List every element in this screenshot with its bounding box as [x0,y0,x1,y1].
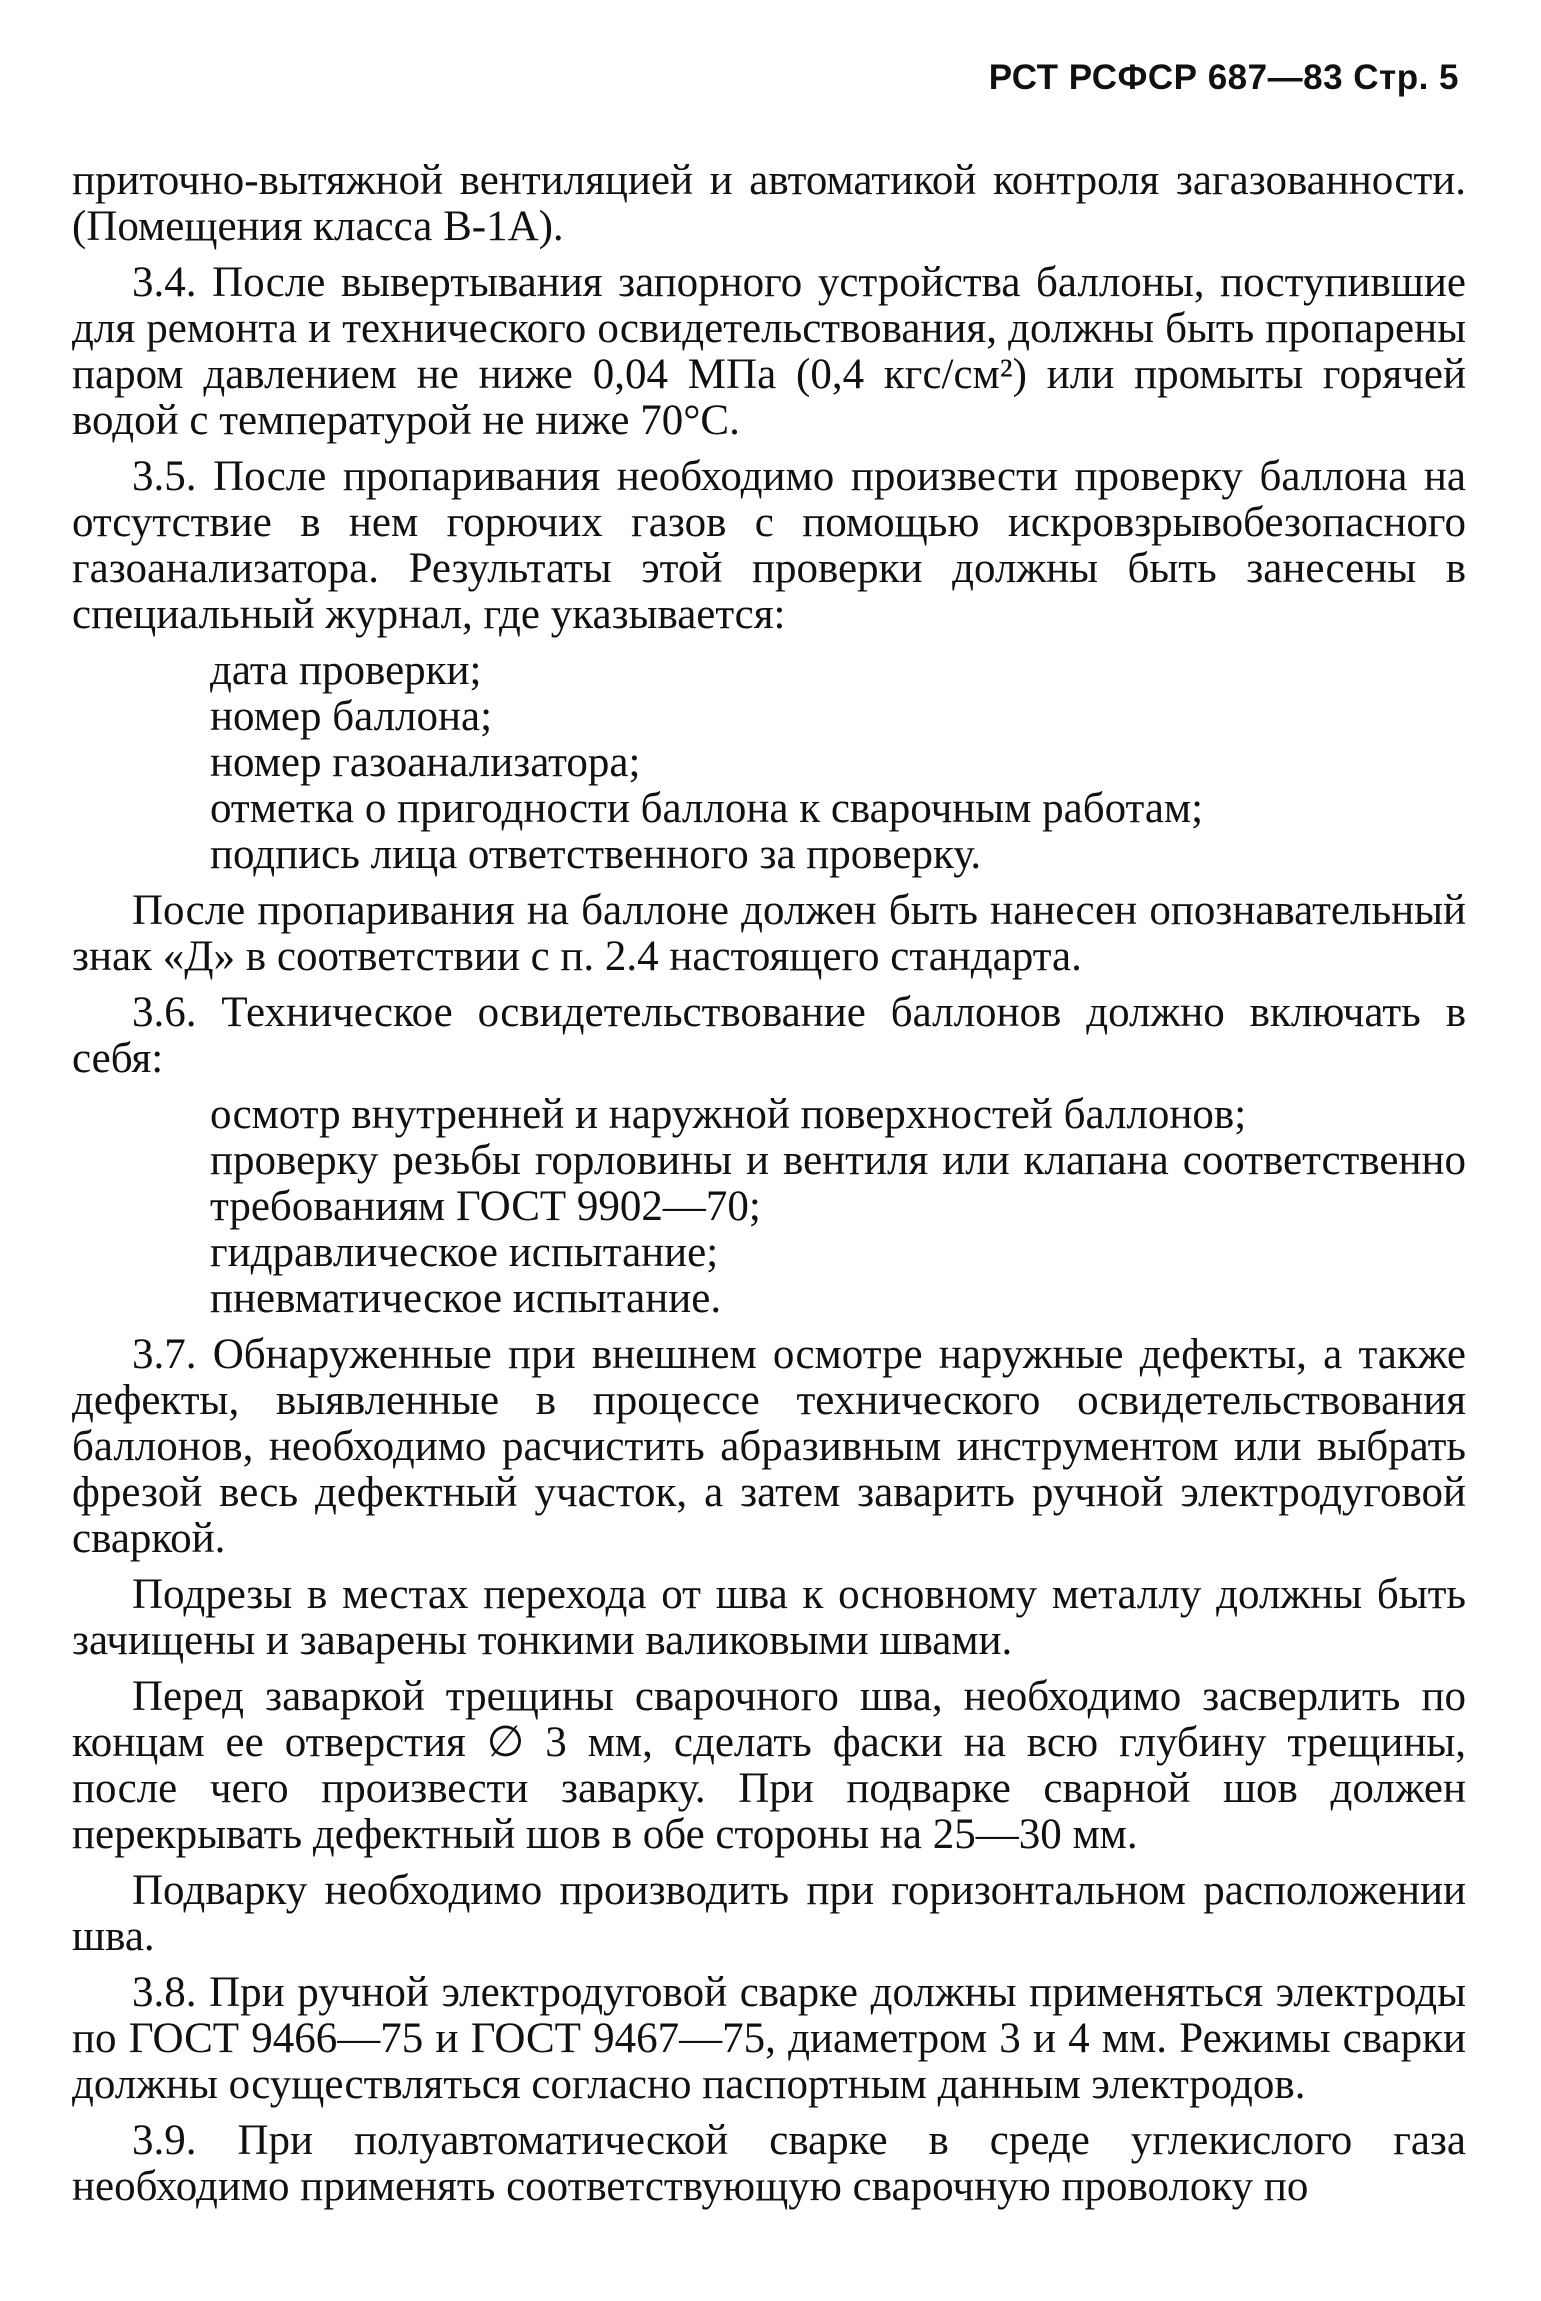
body-text [72,158,1466,2220]
journal-list [72,648,1466,878]
paragraph-3-7: 3.7. Обнаруженные при внешнем осмотре наружные дефекты, а также дефекты, выявленные в процессе технического освидетельствования баллонов, необходимо расчистить абразивным инструментом или выбрать фрезой весь дефектный участок, а затем заварить ручной электродуговой сваркой. [72,1331,1466,1562]
list-item: номер баллона; [210,693,493,740]
list-item: пневматическое испытание. [210,1275,722,1322]
list-item: проверку резьбы горловины и вентиля или клапана соответственно требованиям ГОСТ 9902—70; [210,1137,1466,1230]
paragraph-3-4: 3.4. После вывертывания запорного устройства баллоны, поступившие для ремонта и технического освидетельствования, должны быть пропарены паром давлением не ниже 0,04 МПа (0,4 кгс/см²) или промыты горячей водой с температурой не ниже 70°С. [72,259,1466,444]
paragraph-3-9: 3.9. При полуавтоматической сварке в среде углекислого газа необходимо применять соответствующую сварочную проволоку по [72,2117,1466,2210]
paragraph-crack-welding: Перед заваркой трещины сварочного шва, необходимо засверлить по концам ее отверстия ∅ 3 мм, сделать фаски на всю глубину трещины, после чего произвести заварку. При подварке сварной шов должен перекрывать дефектный шов в обе стороны на 25—30 мм. [72,1673,1466,1858]
list-item: подпись лица ответственного за проверку. [210,831,982,878]
list-item: номер газоанализатора; [210,739,641,786]
paragraph-horizontal-position: Подварку необходимо производить при горизонтальном расположении шва. [72,1867,1466,1960]
document-id: РСТ РСФСР 687—83 [988,58,1344,97]
paragraph-3-5: 3.5. После пропаривания необходимо произвести проверку баллона на отсутствие в нем горючих газов с помощью искровзрывобезопасного газоанализатора. Результаты этой проверки должны быть занесены в специальный журнал, где указывается: [72,453,1466,638]
list-item: осмотр внутренней и наружной поверхностей баллонов; [210,1091,1247,1138]
page-number: Стр. 5 [1353,58,1459,97]
paragraph-marking: После пропаривания на баллоне должен быть нанесен опознавательный знак «Д» в соответствии с п. 2.4 настоящего стандарта. [72,887,1466,980]
paragraph-3-8: 3.8. При ручной электродуговой сварке должны применяться электроды по ГОСТ 9466—75 и ГОСТ 9467—75, диаметром 3 и 4 мм. Режимы сварки должны осуществляться согласно паспортным данным электродов. [72,1969,1466,2108]
list-item: дата проверки; [210,647,482,694]
paragraph-undercuts: Подрезы в местах перехода от шва к основному металлу должны быть зачищены и заварены тонкими валиковыми швами. [72,1571,1466,1664]
inspection-list [72,1092,1466,1322]
paragraph-continuation: приточно-вытяжной вентиляцией и автоматикой контроля загазованности. (Помещения класса В-1А). [72,157,1466,250]
list-item: гидравлическое испытание; [210,1229,719,1276]
list-item: отметка о пригодности баллона к сварочным работам; [210,785,1204,832]
page-header [989,58,1459,98]
paragraph-3-6: 3.6. Техническое освидетельствование баллонов должно включать в себя: [72,989,1466,1082]
